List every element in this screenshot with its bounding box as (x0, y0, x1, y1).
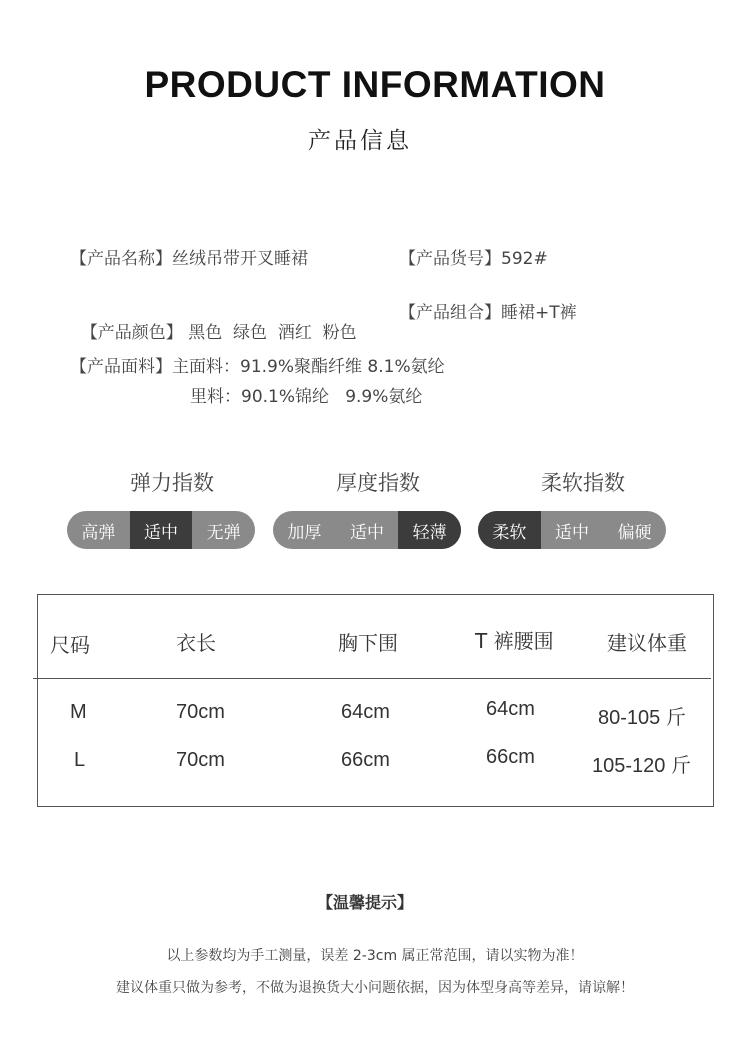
row-m-weight: 80-105 斤 (598, 707, 686, 729)
product-color-label: 【产品颜色】 (80, 323, 183, 343)
elasticity-index-title: 弹力指数 (130, 471, 214, 495)
header-weight: 建议体重 (607, 631, 687, 655)
product-combo-label: 【产品组合】 (399, 303, 501, 323)
row-l-size: L (74, 749, 86, 771)
thickness-option-thick: 加厚 (287, 522, 322, 543)
row-m-waist: 64cm (486, 698, 535, 720)
elasticity-option-medium: 适中 (130, 511, 193, 549)
header-length: 衣长 (176, 631, 216, 655)
tips-line-2: 建议体重只做为参考，不做为退换货大小问题依据，因为体型身高等差异，请谅解！ (116, 980, 634, 996)
elasticity-option-none: 无弹 (206, 522, 241, 543)
product-combo-row (399, 298, 577, 323)
product-name-label: 【产品名称】 (70, 249, 172, 269)
row-l-underbust: 66cm (341, 749, 390, 771)
thickness-index-title: 厚度指数 (336, 471, 420, 495)
softness-option-hard: 偏硬 (617, 522, 652, 543)
product-color-value: 黑色 绿色 酒红 粉色 (188, 323, 357, 343)
header-waist: T 裤腰围 (475, 629, 554, 653)
softness-option-soft: 柔软 (478, 511, 541, 549)
softness-index-scale (478, 511, 666, 549)
page-title-cn: 产品信息 (308, 128, 412, 154)
header-underbust: 胸下围 (338, 631, 398, 655)
product-code-row (399, 244, 548, 269)
product-fabric-main: 主面料：91.9%聚酯纤维 8.1%氨纶 (172, 357, 445, 377)
product-color-row (70, 298, 357, 343)
softness-index-title: 柔软指数 (541, 471, 625, 495)
page-title-en: PRODUCT INFORMATION (144, 64, 606, 105)
product-fabric-lining: 里料：90.1%锦纶 9.9%氨纶 (190, 387, 423, 407)
softness-option-medium: 适中 (555, 522, 589, 543)
row-m-length: 70cm (176, 701, 225, 723)
thickness-index-scale (273, 511, 461, 549)
elasticity-index-scale (67, 511, 255, 549)
product-name-row (70, 244, 308, 269)
product-fabric-row (70, 352, 445, 377)
product-combo-value: 睡裙+T裤 (501, 303, 577, 323)
header-size: 尺码 (50, 633, 90, 657)
table-divider (33, 678, 711, 679)
tips-line-1: 以上参数均为手工测量，误差 2-3cm 属正常范围，请以实物为准！ (166, 948, 584, 964)
row-m-size: M (70, 701, 87, 723)
product-code-label: 【产品货号】 (399, 249, 501, 269)
row-l-waist: 66cm (486, 746, 535, 768)
product-name-value: 丝绒吊带开叉睡裙 (172, 249, 308, 269)
thickness-option-medium: 适中 (350, 522, 384, 543)
row-m-underbust: 64cm (341, 701, 390, 723)
product-fabric-label: 【产品面料】 (70, 357, 172, 377)
row-l-length: 70cm (176, 749, 225, 771)
tips-title: 【温馨提示】 (316, 893, 413, 912)
product-code-value: 592# (501, 249, 548, 269)
thickness-option-thin: 轻薄 (398, 511, 461, 549)
elasticity-option-high: 高弹 (81, 522, 116, 543)
row-l-weight: 105-120 斤 (592, 755, 691, 777)
